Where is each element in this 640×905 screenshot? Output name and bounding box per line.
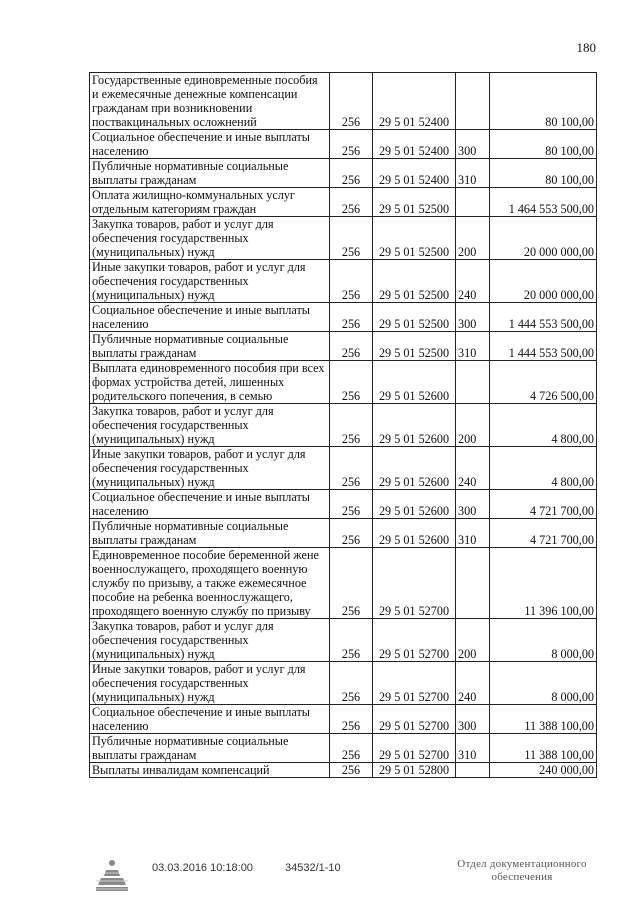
- row-article: 29 5 01 52500: [373, 188, 456, 217]
- row-code: 256: [330, 188, 373, 217]
- row-article: 29 5 01 52800: [373, 763, 456, 778]
- table-row: [90, 490, 597, 519]
- row-article: 29 5 01 52500: [373, 260, 456, 303]
- table-row: [90, 734, 597, 763]
- row-sum: 1 444 553 500,00: [490, 303, 597, 332]
- row-article: 29 5 01 52700: [373, 734, 456, 763]
- table-row: [90, 159, 597, 188]
- row-type: 200: [456, 217, 490, 260]
- row-name: Публичные нормативные социальные выплаты гражданам: [90, 332, 330, 361]
- row-type: 240: [456, 447, 490, 490]
- row-type: 300: [456, 303, 490, 332]
- emblem-icon: [93, 858, 131, 899]
- table-row: [90, 332, 597, 361]
- row-type: 310: [456, 159, 490, 188]
- row-type: 300: [456, 490, 490, 519]
- row-name: Государственные единовременные пособия и ежемесячные денежные компенсации гражданам при возникновении поствакцинальных осложнений: [90, 73, 330, 130]
- row-article: 29 5 01 52600: [373, 404, 456, 447]
- table-row: [90, 619, 597, 662]
- row-code: 256: [330, 130, 373, 159]
- row-sum: 80 100,00: [490, 130, 597, 159]
- row-type: 200: [456, 404, 490, 447]
- row-sum: 11 388 100,00: [490, 705, 597, 734]
- row-article: 29 5 01 52700: [373, 662, 456, 705]
- row-name: Социальное обеспечение и иные выплаты населению: [90, 705, 330, 734]
- row-sum: 80 100,00: [490, 73, 597, 130]
- table-row: [90, 188, 597, 217]
- row-sum: 11 396 100,00: [490, 548, 597, 619]
- row-article: 29 5 01 52600: [373, 519, 456, 548]
- row-article: 29 5 01 52700: [373, 619, 456, 662]
- table-row: [90, 73, 597, 130]
- table-row: [90, 404, 597, 447]
- row-name: Выплаты инвалидам компенсаций: [90, 763, 330, 778]
- row-code: 256: [330, 548, 373, 619]
- row-code: 256: [330, 361, 373, 404]
- table-row: [90, 519, 597, 548]
- row-name: Публичные нормативные социальные выплаты гражданам: [90, 519, 330, 548]
- table-row: [90, 217, 597, 260]
- row-name: Социальное обеспечение и иные выплаты населению: [90, 130, 330, 159]
- row-type: 240: [456, 662, 490, 705]
- row-sum: 8 000,00: [490, 662, 597, 705]
- row-code: 256: [330, 159, 373, 188]
- row-article: 29 5 01 52500: [373, 303, 456, 332]
- row-code: 256: [330, 619, 373, 662]
- row-name: Социальное обеспечение и иные выплаты населению: [90, 303, 330, 332]
- row-code: 256: [330, 217, 373, 260]
- row-sum: 11 388 100,00: [490, 734, 597, 763]
- footer: [0, 850, 640, 900]
- table-row: [90, 303, 597, 332]
- row-code: 256: [330, 519, 373, 548]
- row-article: 29 5 01 52600: [373, 490, 456, 519]
- footer-department: Отдел документационного обеспечения: [457, 858, 587, 883]
- row-type: 310: [456, 734, 490, 763]
- row-sum: 4 721 700,00: [490, 490, 597, 519]
- row-name: Единовременное пособие беременной жене военнослужащего, проходящего военную службу по призыву, а также ежемесячное пособие на ребенка военнослужащего, проходящего военную службу по призыву: [90, 548, 330, 619]
- budget-table: [89, 72, 597, 778]
- row-name: Иные закупки товаров, работ и услуг для обеспечения государственных (муниципальных) нужд: [90, 260, 330, 303]
- row-article: 29 5 01 52400: [373, 73, 456, 130]
- row-article: 29 5 01 52600: [373, 361, 456, 404]
- row-article: 29 5 01 52600: [373, 447, 456, 490]
- row-article: 29 5 01 52700: [373, 548, 456, 619]
- row-sum: 8 000,00: [490, 619, 597, 662]
- row-article: 29 5 01 52500: [373, 217, 456, 260]
- row-code: 256: [330, 332, 373, 361]
- row-name: Закупка товаров, работ и услуг для обеспечения государственных (муниципальных) нужд: [90, 217, 330, 260]
- row-sum: 4 800,00: [490, 447, 597, 490]
- table-row: [90, 705, 597, 734]
- row-code: 256: [330, 303, 373, 332]
- row-name: Закупка товаров, работ и услуг для обеспечения государственных (муниципальных) нужд: [90, 619, 330, 662]
- row-code: 256: [330, 404, 373, 447]
- row-article: 29 5 01 52400: [373, 159, 456, 188]
- row-name: Иные закупки товаров, работ и услуг для обеспечения государственных (муниципальных) нужд: [90, 447, 330, 490]
- row-sum: 20 000 000,00: [490, 217, 597, 260]
- row-code: 256: [330, 447, 373, 490]
- table-row: [90, 361, 597, 404]
- row-article: 29 5 01 52400: [373, 130, 456, 159]
- row-code: 256: [330, 705, 373, 734]
- row-code: 256: [330, 662, 373, 705]
- row-type: [456, 548, 490, 619]
- row-code: 256: [330, 73, 373, 130]
- row-sum: 4 721 700,00: [490, 519, 597, 548]
- row-type: [456, 188, 490, 217]
- row-article: 29 5 01 52500: [373, 332, 456, 361]
- row-type: [456, 763, 490, 778]
- row-type: [456, 73, 490, 130]
- page-number: 180: [576, 40, 596, 55]
- row-sum: 1 464 553 500,00: [490, 188, 597, 217]
- row-sum: 240 000,00: [490, 763, 597, 778]
- row-sum: 1 444 553 500,00: [490, 332, 597, 361]
- row-type: 300: [456, 705, 490, 734]
- footer-doc-number: 34532/1-10: [285, 862, 341, 874]
- row-article: 29 5 01 52700: [373, 705, 456, 734]
- row-name: Публичные нормативные социальные выплаты гражданам: [90, 159, 330, 188]
- row-name: Оплата жилищно-коммунальных услуг отдельным категориям граждан: [90, 188, 330, 217]
- row-sum: 20 000 000,00: [490, 260, 597, 303]
- row-code: 256: [330, 763, 373, 778]
- row-name: Публичные нормативные социальные выплаты гражданам: [90, 734, 330, 763]
- row-name: Иные закупки товаров, работ и услуг для обеспечения государственных (муниципальных) нужд: [90, 662, 330, 705]
- row-type: 300: [456, 130, 490, 159]
- row-type: 200: [456, 619, 490, 662]
- row-sum: 80 100,00: [490, 159, 597, 188]
- row-type: 310: [456, 332, 490, 361]
- row-sum: 4 800,00: [490, 404, 597, 447]
- footer-date: 03.03.2016 10:18:00: [152, 862, 253, 874]
- row-type: 310: [456, 519, 490, 548]
- row-sum: 4 726 500,00: [490, 361, 597, 404]
- row-name: Социальное обеспечение и иные выплаты населению: [90, 490, 330, 519]
- table-row: [90, 662, 597, 705]
- row-name: Закупка товаров, работ и услуг для обеспечения государственных (муниципальных) нужд: [90, 404, 330, 447]
- row-type: [456, 361, 490, 404]
- table-row: [90, 548, 597, 619]
- table-row: [90, 130, 597, 159]
- row-code: 256: [330, 260, 373, 303]
- table-row: [90, 447, 597, 490]
- row-type: 240: [456, 260, 490, 303]
- table-row: [90, 763, 597, 778]
- table-row: [90, 260, 597, 303]
- row-name: Выплата единовременного пособия при всех формах устройства детей, лишенных родительского попечения, в семью: [90, 361, 330, 404]
- row-code: 256: [330, 734, 373, 763]
- row-code: 256: [330, 490, 373, 519]
